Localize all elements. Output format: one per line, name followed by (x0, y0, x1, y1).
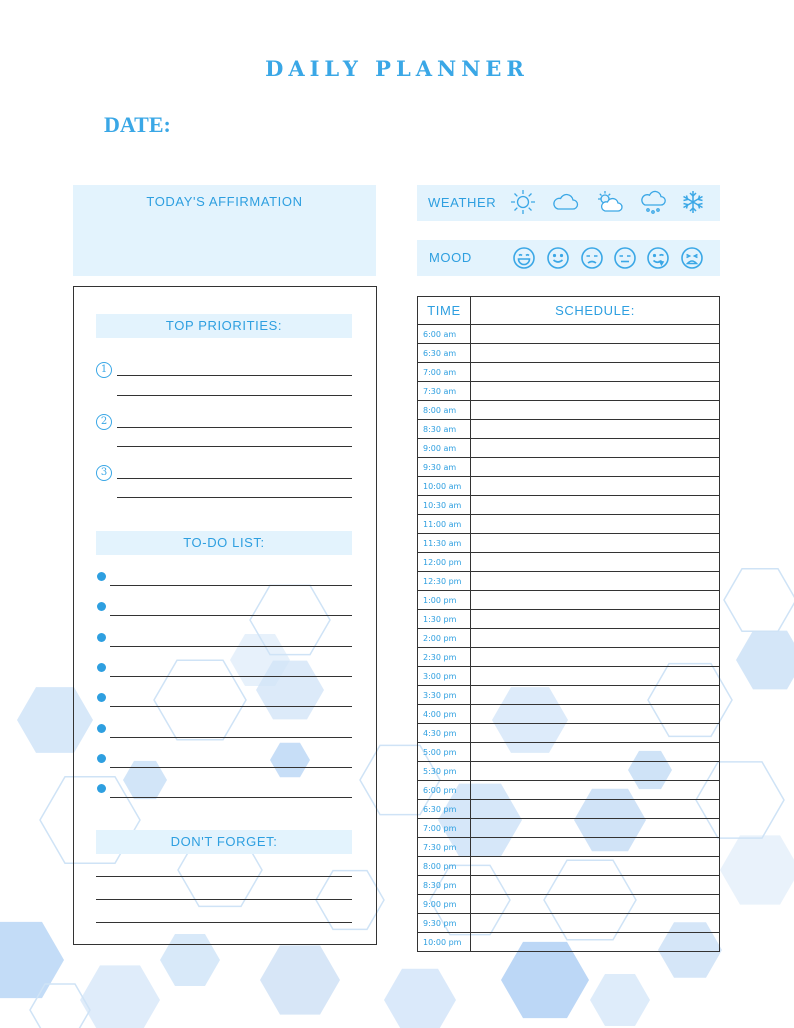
time-cell: 6:00 pm (418, 781, 471, 800)
schedule-cell[interactable] (471, 857, 720, 876)
schedule-cell[interactable] (471, 667, 720, 686)
hexagon-shape (80, 965, 160, 1028)
schedule-row (418, 420, 720, 439)
schedule-row (418, 363, 720, 382)
time-cell: 11:30 am (418, 534, 471, 553)
time-cell: 2:00 pm (418, 629, 471, 648)
schedule-cell[interactable] (471, 477, 720, 496)
schedule-row (418, 762, 720, 781)
schedule-cell[interactable] (471, 762, 720, 781)
hexagon-shape (724, 569, 794, 631)
schedule-row (418, 819, 720, 838)
dont-forget-line[interactable] (96, 899, 352, 900)
hexagon-shape (384, 969, 456, 1028)
schedule-cell[interactable] (471, 382, 720, 401)
schedule-row (418, 534, 720, 553)
neutral-face-icon[interactable] (613, 246, 637, 270)
dont-forget-header: DON'T FORGET: (96, 830, 352, 854)
time-cell: 3:30 pm (418, 686, 471, 705)
todo-bullet (97, 754, 106, 763)
schedule-row (418, 439, 720, 458)
schedule-row (418, 610, 720, 629)
hexagon-shape (260, 945, 340, 1014)
page-title: DAILY PLANNER (265, 56, 529, 81)
schedule-cell[interactable] (471, 439, 720, 458)
priority-line[interactable] (117, 446, 352, 447)
mood-label: MOOD (429, 250, 472, 265)
todo-header: TO-DO LIST: (96, 531, 352, 555)
todo-line[interactable] (110, 797, 352, 798)
schedule-cell[interactable] (471, 743, 720, 762)
schedule-row (418, 553, 720, 572)
schedule-cell[interactable] (471, 610, 720, 629)
time-cell: 4:30 pm (418, 724, 471, 743)
todo-line[interactable] (110, 737, 352, 738)
priority-line[interactable] (117, 395, 352, 396)
schedule-cell[interactable] (471, 515, 720, 534)
schedule-cell[interactable] (471, 800, 720, 819)
schedule-row (418, 876, 720, 895)
time-cell: 1:00 pm (418, 591, 471, 610)
schedule-cell[interactable] (471, 781, 720, 800)
schedule-row (418, 781, 720, 800)
priority-number-3: 3 (96, 465, 112, 481)
schedule-row (418, 325, 720, 344)
time-cell: 6:30 pm (418, 800, 471, 819)
grin-face-icon[interactable] (512, 246, 536, 270)
schedule-header: SCHEDULE: (471, 297, 720, 325)
time-cell: 2:30 pm (418, 648, 471, 667)
wink-face-icon[interactable] (646, 246, 670, 270)
tired-face-icon[interactable] (680, 246, 704, 270)
date-label: DATE: (104, 112, 171, 137)
schedule-row (418, 477, 720, 496)
priority-number-1: 1 (96, 362, 112, 378)
hexagon-shape (0, 922, 64, 998)
schedule-row (418, 895, 720, 914)
todo-bullet (97, 633, 106, 642)
todo-bullet (97, 572, 106, 581)
schedule-cell[interactable] (471, 838, 720, 857)
todo-line[interactable] (110, 615, 352, 616)
priorities-header: TOP PRIORITIES: (96, 314, 352, 338)
time-cell: 8:30 am (418, 420, 471, 439)
schedule-row (418, 591, 720, 610)
time-cell: 7:30 pm (418, 838, 471, 857)
time-cell: 1:30 pm (418, 610, 471, 629)
schedule-cell[interactable] (471, 363, 720, 382)
time-header: TIME (418, 297, 471, 325)
schedule-cell[interactable] (471, 914, 720, 933)
hexagon-shape (590, 974, 650, 1026)
time-cell: 6:30 am (418, 344, 471, 363)
schedule-cell[interactable] (471, 876, 720, 895)
time-cell: 3:00 pm (418, 667, 471, 686)
schedule-row (418, 382, 720, 401)
schedule-row (418, 572, 720, 591)
schedule-row (418, 724, 720, 743)
time-cell: 10:00 am (418, 477, 471, 496)
schedule-cell[interactable] (471, 401, 720, 420)
weather-label: WEATHER (428, 195, 497, 210)
time-cell: 8:00 am (418, 401, 471, 420)
time-cell: 8:30 pm (418, 876, 471, 895)
time-cell: 9:00 pm (418, 895, 471, 914)
priority-line[interactable] (117, 497, 352, 498)
priority-line[interactable] (117, 427, 352, 428)
todo-line[interactable] (110, 646, 352, 647)
snowflake-icon[interactable] (679, 188, 707, 216)
time-cell: 9:00 am (418, 439, 471, 458)
schedule-cell[interactable] (471, 572, 720, 591)
schedule-row (418, 667, 720, 686)
cloud-icon[interactable] (551, 188, 579, 216)
time-cell: 7:00 am (418, 363, 471, 382)
schedule-row (418, 496, 720, 515)
schedule-row (418, 515, 720, 534)
schedule-row (418, 800, 720, 819)
time-cell: 10:00 pm (418, 933, 471, 952)
schedule-row (418, 705, 720, 724)
sad-face-icon[interactable] (580, 246, 604, 270)
affirmation-box[interactable] (73, 185, 376, 276)
time-cell: 9:30 am (418, 458, 471, 477)
schedule-cell[interactable] (471, 458, 720, 477)
todo-line[interactable] (110, 767, 352, 768)
hexagon-shape (501, 942, 589, 1018)
schedule-cell[interactable] (471, 553, 720, 572)
time-cell: 7:00 pm (418, 819, 471, 838)
hexagon-shape (720, 835, 794, 904)
schedule-row (418, 401, 720, 420)
time-cell: 10:30 am (418, 496, 471, 515)
smile-face-icon[interactable] (546, 246, 570, 270)
schedule-table (417, 296, 720, 952)
dont-forget-line[interactable] (96, 876, 352, 877)
schedule-cell[interactable] (471, 591, 720, 610)
time-cell: 6:00 am (418, 325, 471, 344)
schedule-cell[interactable] (471, 724, 720, 743)
schedule-cell[interactable] (471, 895, 720, 914)
partly-cloudy-icon[interactable] (595, 188, 623, 216)
schedule-cell[interactable] (471, 648, 720, 667)
schedule-row (418, 629, 720, 648)
dont-forget-line[interactable] (96, 922, 352, 923)
rain-icon[interactable] (639, 188, 667, 216)
time-cell: 5:30 pm (418, 762, 471, 781)
todo-line[interactable] (110, 585, 352, 586)
hexagon-shape (736, 631, 794, 690)
schedule-cell[interactable] (471, 705, 720, 724)
schedule-row (418, 743, 720, 762)
sun-icon[interactable] (509, 188, 537, 216)
todo-line[interactable] (110, 706, 352, 707)
todo-bullet (97, 724, 106, 733)
schedule-cell[interactable] (471, 496, 720, 515)
schedule-row (418, 648, 720, 667)
todo-line[interactable] (110, 676, 352, 677)
schedule-row (418, 914, 720, 933)
priority-line[interactable] (117, 478, 352, 479)
schedule-cell[interactable] (471, 325, 720, 344)
schedule-cell[interactable] (471, 629, 720, 648)
time-cell: 8:00 pm (418, 857, 471, 876)
time-cell: 9:30 pm (418, 914, 471, 933)
schedule-row (418, 838, 720, 857)
schedule-cell[interactable] (471, 686, 720, 705)
time-cell: 4:00 pm (418, 705, 471, 724)
schedule-row (418, 686, 720, 705)
schedule-row (418, 933, 720, 952)
time-cell: 12:30 pm (418, 572, 471, 591)
todo-bullet (97, 663, 106, 672)
schedule-row (418, 344, 720, 363)
priority-line[interactable] (117, 375, 352, 376)
schedule-cell[interactable] (471, 344, 720, 363)
time-cell: 7:30 am (418, 382, 471, 401)
time-cell: 11:00 am (418, 515, 471, 534)
schedule-cell[interactable] (471, 819, 720, 838)
schedule-cell[interactable] (471, 534, 720, 553)
priority-number-2: 2 (96, 414, 112, 430)
schedule-cell[interactable] (471, 933, 720, 952)
schedule-row (418, 458, 720, 477)
affirmation-label: TODAY'S AFFIRMATION (146, 194, 303, 209)
time-cell: 12:00 pm (418, 553, 471, 572)
time-cell: 5:00 pm (418, 743, 471, 762)
schedule-cell[interactable] (471, 420, 720, 439)
schedule-row (418, 857, 720, 876)
